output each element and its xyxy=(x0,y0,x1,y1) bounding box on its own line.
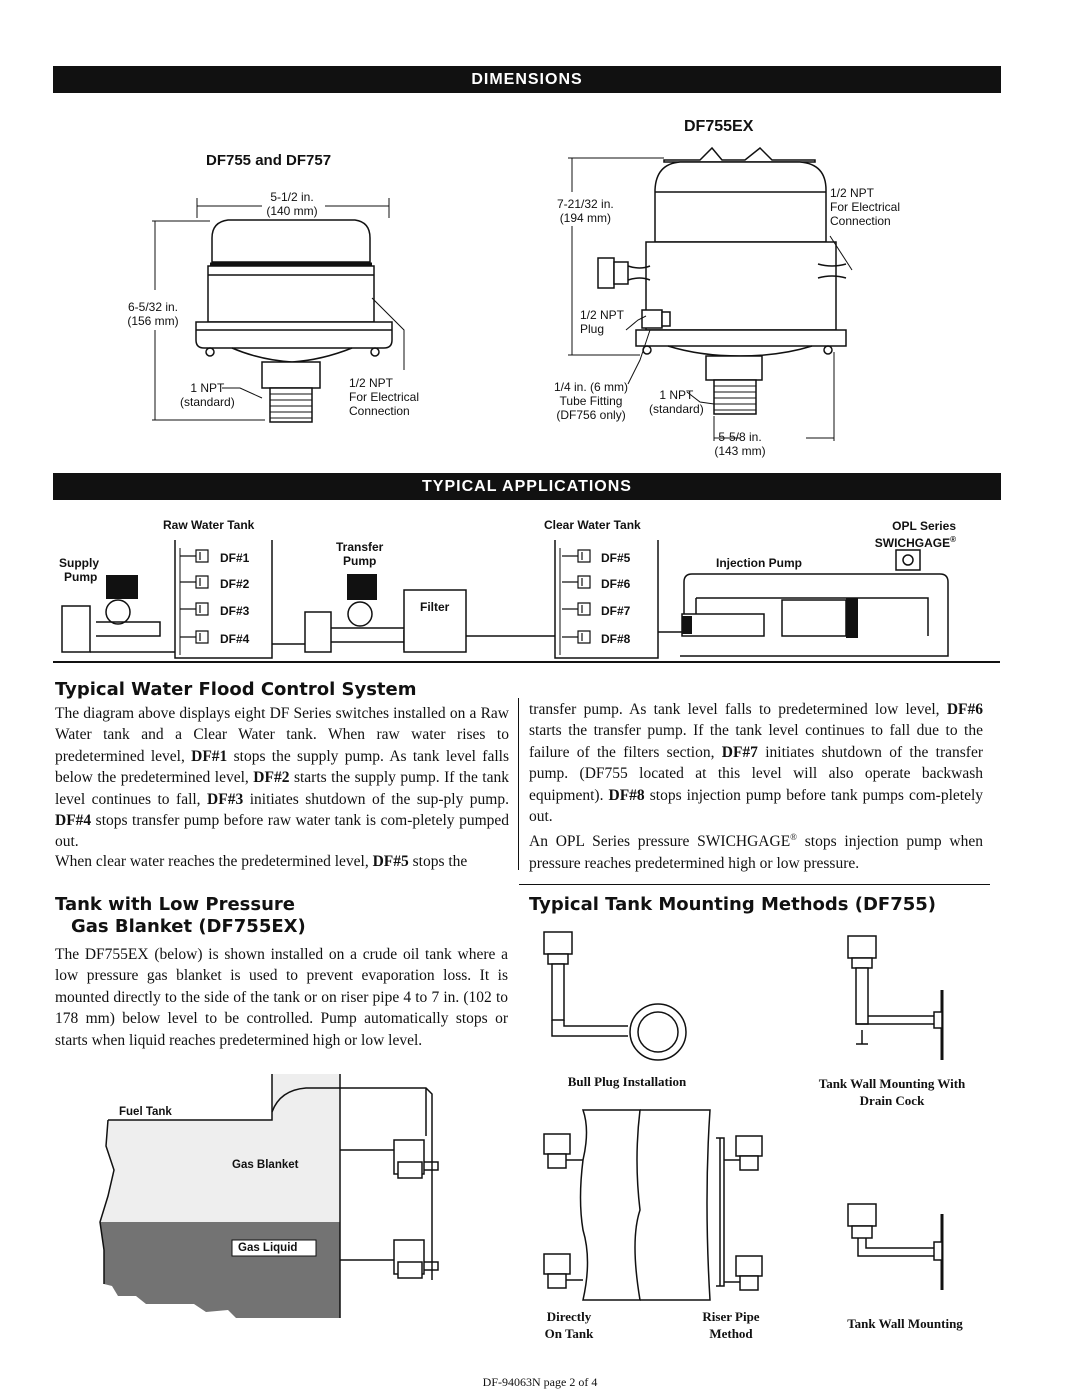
riser-caption: Riser Pipe Method xyxy=(702,1309,760,1341)
df2-label: DF#2 xyxy=(220,577,250,591)
applications-title: TYPICAL APPLICATIONS xyxy=(422,478,632,495)
flood-heading: Typical Water Flood Control System xyxy=(55,679,417,700)
df755ex-plug-label: 1/2 NPT Plug xyxy=(580,308,625,336)
df755-npt-label: 1 NPT (standard) xyxy=(180,381,235,409)
page-footer: DF-94063N page 2 of 4 xyxy=(482,1375,598,1389)
df755ex-title: DF755EX xyxy=(684,118,754,135)
df8-label: DF#8 xyxy=(601,632,631,646)
df7-label: DF#7 xyxy=(601,604,631,618)
gas-heading: Tank with Low Pressure Gas Blanket (DF755EX) xyxy=(55,894,306,937)
df755ex-electrical-label: 1/2 NPT For Electrical Connection xyxy=(830,186,901,228)
flood-paragraph-2: When clear water reaches the predetermined level, DF#5 stops the xyxy=(55,853,468,870)
raw-tank-label: Raw Water Tank xyxy=(163,518,255,532)
injection-pump-label: Injection Pump xyxy=(716,556,803,570)
df755-width-label: 5-1/2 in. (140 mm) xyxy=(266,190,318,218)
df1-label: DF#1 xyxy=(220,551,250,565)
flood-paragraph-4: An OPL Series pressure SWICHGAGE® stops injection pump when pressure reaches predetermined high or low pressure. xyxy=(529,832,983,872)
directly-caption: Directly On Tank xyxy=(544,1309,594,1341)
gas-paragraph: The DF755EX (below) is shown installed on a crude oil tank where a low pressure gas blanket is used to prevent evaporation loss. It is mounted directly to the side of the tank or on riser pipe 4 to 7 in. (102 to 178 mm) below level to be controlled. Pump automatically stops or starts when liquid reaches predetermined high or low level. xyxy=(55,946,508,1049)
flood-paragraph-3: transfer pump. As tank level falls to predetermined low level, DF#6 starts the transfer pump. If the tank level continues to fall due to the failure of the filters section, DF#7 initiates shutdown of the transfer pump. (DF755 located at this level will also operate backwash equipment). DF#8 stops injection pump before tank pumps com-pletely out. xyxy=(529,701,984,826)
df755-title: DF755 and DF757 xyxy=(206,152,332,169)
supply-pump-label: Supply Pump xyxy=(59,556,100,584)
df755ex-npt-label: 1 NPT (standard) xyxy=(649,388,704,416)
df755ex-height-label: 7-21/32 in. (194 mm) xyxy=(557,197,614,225)
transfer-pump-label: Transfer Pump xyxy=(336,540,384,568)
df755-height-label: 6-5/32 in. (156 mm) xyxy=(127,300,179,328)
opl-label: OPL Series SWICHGAGE® xyxy=(874,519,956,550)
df755ex-width-label: 5-5/8 in. (143 mm) xyxy=(714,430,766,458)
df755-electrical-label: 1/2 NPT For Electrical Connection xyxy=(349,376,420,418)
wall-drain-caption: Tank Wall Mounting With Drain Cock xyxy=(818,1076,966,1108)
df755ex-tube-label: 1/4 in. (6 mm) Tube Fitting (DF756 only) xyxy=(554,380,629,422)
df4-label: DF#4 xyxy=(220,632,250,646)
df3-label: DF#3 xyxy=(220,604,250,618)
dimensions-title: DIMENSIONS xyxy=(471,71,583,88)
bull-plug-caption: Bull Plug Installation xyxy=(567,1074,687,1089)
filter-label: Filter xyxy=(420,600,450,614)
gas-liquid-label: Gas Liquid xyxy=(238,1242,298,1254)
mounting-heading: Typical Tank Mounting Methods (DF755) xyxy=(529,894,937,915)
df5-label: DF#5 xyxy=(601,551,631,565)
fuel-tank-label: Fuel Tank xyxy=(119,1106,172,1118)
flood-paragraph-1: The diagram above displays eight DF Series switches installed on a Raw Water tank and a Clear Water tank. When raw water rises to predetermined level, DF#1 stops the supply pump. As tank level falls below the predetermined level, DF#2 starts the supply pump. If the tank level continues to fall, DF#3 initiates shutdown of the sup-ply pump. DF#4 stops transfer pump before raw water tank is com-pletely pumped out. xyxy=(55,705,509,851)
wall-mount-caption: Tank Wall Mounting xyxy=(847,1316,963,1331)
clear-tank-label: Clear Water Tank xyxy=(544,518,641,532)
gas-blanket-label: Gas Blanket xyxy=(232,1159,299,1171)
df6-label: DF#6 xyxy=(601,577,631,591)
